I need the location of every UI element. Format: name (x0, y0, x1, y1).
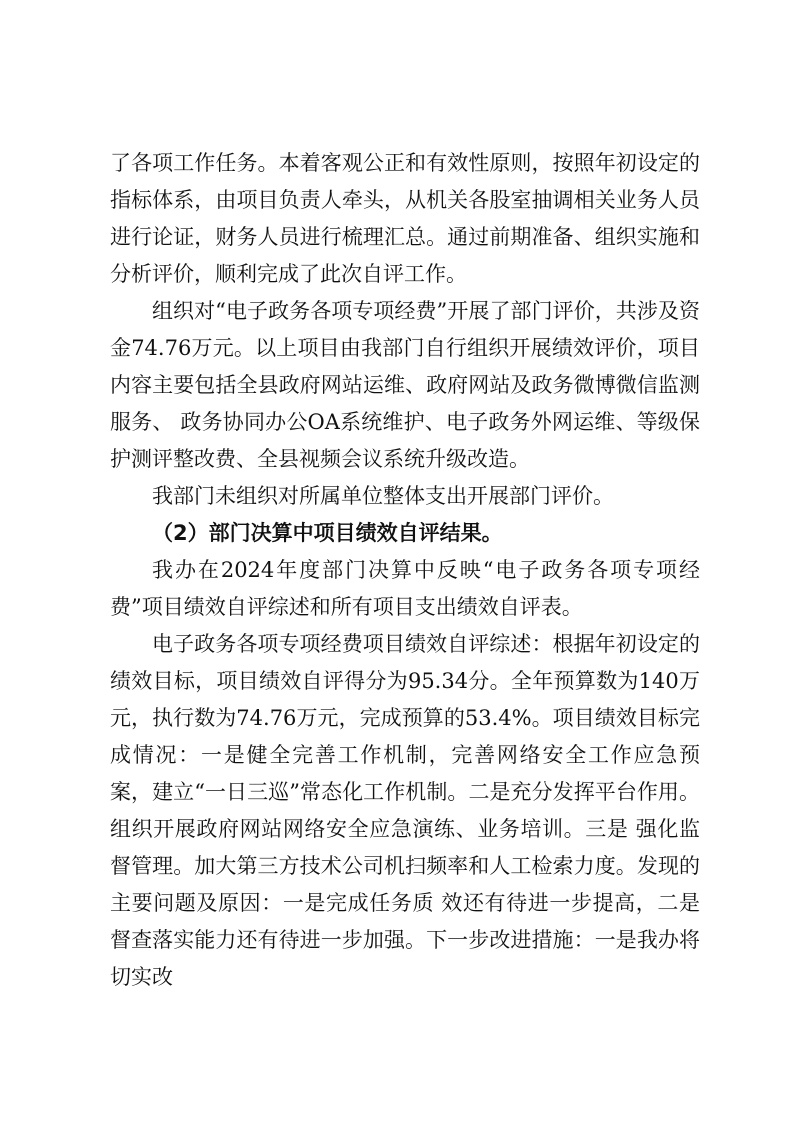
paragraph-work-summary: 了各项工作任务。本着客观公正和有效性原则，按照年初设定的指标体系，由项目负责人牵头，从机关各股室抽调相关业务人员进行论证，财务人员进行梳理汇总。通过前期准备、组织实施和分析评价，顺利完成了此次自评工作。 (110, 151, 700, 286)
paragraph-unit-evaluation: 我部门未组织对所属单位整体支出开展部门评价。 (152, 484, 614, 508)
paragraph-final-accounts: 我办在2024年度部门决算中反映“电子政务各项专项经费”项目绩效自评综述和所有项目支出绩效自评表。 (110, 558, 700, 619)
paragraph-department-evaluation: 组织对“电子政务各项专项经费”开展了部门评价，共涉及资金74.76万元。以上项目由我部门自行组织开展绩效评价，项目内容主要包括全县政府网站运维、政府网站及政务微博微信监测服务、 政务协同办公OA系统维护、电子政务外网运维、等级保护测评整改费、全县视频会议系统升级改造。 (110, 299, 700, 471)
section-heading: （2）部门决算中项目绩效自评结果。 (152, 521, 503, 545)
document-body (110, 145, 700, 996)
paragraph-self-evaluation-summary: 电子政务各项专项经费项目绩效自评综述：根据年初设定的绩效目标，项目绩效自评得分为95.34分。全年预算数为140万元，执行数为74.76万元，完成预算的53.4%。项目绩效目标完成情况：一是健全完善工作机制，完善网络安全工作应急预 案，建立“一日三巡”常态化工作机制。二是充分发挥平台作用。 组织开展政府网站网络安全应急演练、业务培训。三是 强化监督管理。加大第三方技术公司机扫频率和人工检索力度。发现的主要问题及原因：一是完成任务质 效还有待进一步提高，二是督查落实能力还有待进一步加强。下一步改进措施：一是我办将切实改 (110, 632, 700, 989)
